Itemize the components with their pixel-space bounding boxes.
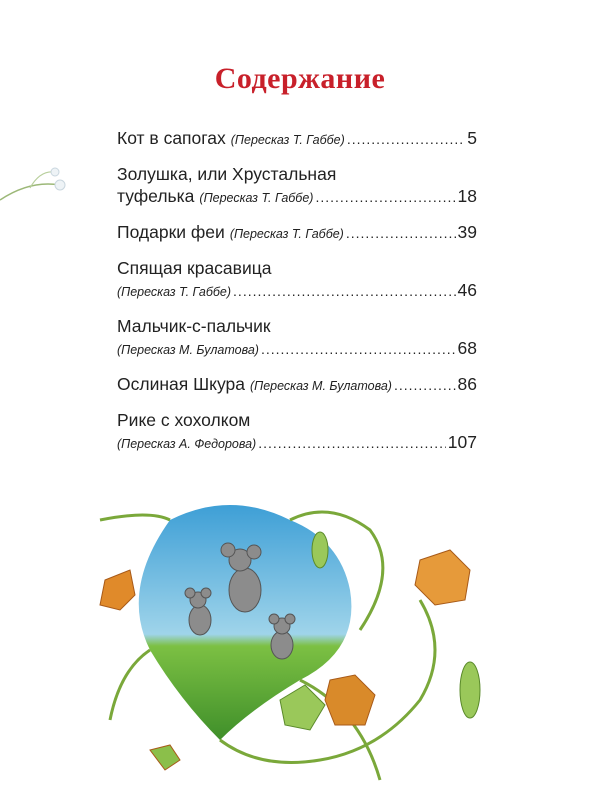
entry-page: 18 xyxy=(457,186,477,206)
table-of-contents xyxy=(117,128,477,468)
toc-entry[interactable] xyxy=(117,128,477,150)
entry-title-line: Рике с хохолком xyxy=(117,410,251,430)
toc-entry[interactable] xyxy=(117,410,477,454)
mice-in-vine-illustration xyxy=(0,480,600,800)
entry-credit: (Пересказ М. Булатова) xyxy=(250,379,392,393)
dot-leader xyxy=(261,341,456,357)
entry-page: 5 xyxy=(467,128,477,148)
flower-sprig-decoration xyxy=(0,160,80,240)
entry-credit: (Пересказ Т. Габбе) xyxy=(230,133,345,147)
dot-leader xyxy=(394,377,456,393)
entry-credit: (Пересказ Т. Габбе) xyxy=(229,227,344,241)
entry-title-line: Золушка, или Хрустальная xyxy=(117,164,337,184)
entry-title: туфелька xyxy=(117,186,195,206)
entry-page: 107 xyxy=(447,432,477,452)
toc-entry[interactable] xyxy=(117,222,477,244)
entry-title: Ослиная Шкура xyxy=(117,374,245,394)
toc-entry[interactable] xyxy=(117,164,477,208)
toc-entry[interactable] xyxy=(117,316,477,360)
toc-entry[interactable] xyxy=(117,258,477,302)
entry-page: 39 xyxy=(457,222,477,242)
entry-credit: (Пересказ М. Булатова) xyxy=(117,343,259,357)
entry-credit: (Пересказ Т. Габбе) xyxy=(117,285,232,299)
entry-title: Кот в сапогах xyxy=(117,128,226,148)
entry-credit: (Пересказ Т. Габбе) xyxy=(199,191,314,205)
entry-credit: (Пересказ А. Федорова) xyxy=(117,437,257,451)
entry-title: Подарки феи xyxy=(117,222,225,242)
page-title: Содержание xyxy=(214,62,386,95)
entry-title-line: Спящая красавица xyxy=(117,258,272,278)
entry-page: 68 xyxy=(457,338,477,358)
dot-leader xyxy=(233,283,455,299)
entry-title-line: Мальчик-с-пальчик xyxy=(117,316,271,336)
dot-leader xyxy=(347,131,465,147)
dot-leader xyxy=(315,189,455,205)
dot-leader xyxy=(346,225,456,241)
dot-leader xyxy=(258,435,446,451)
entry-page: 86 xyxy=(457,374,477,394)
entry-page: 46 xyxy=(457,280,477,300)
toc-entry[interactable] xyxy=(117,374,477,396)
